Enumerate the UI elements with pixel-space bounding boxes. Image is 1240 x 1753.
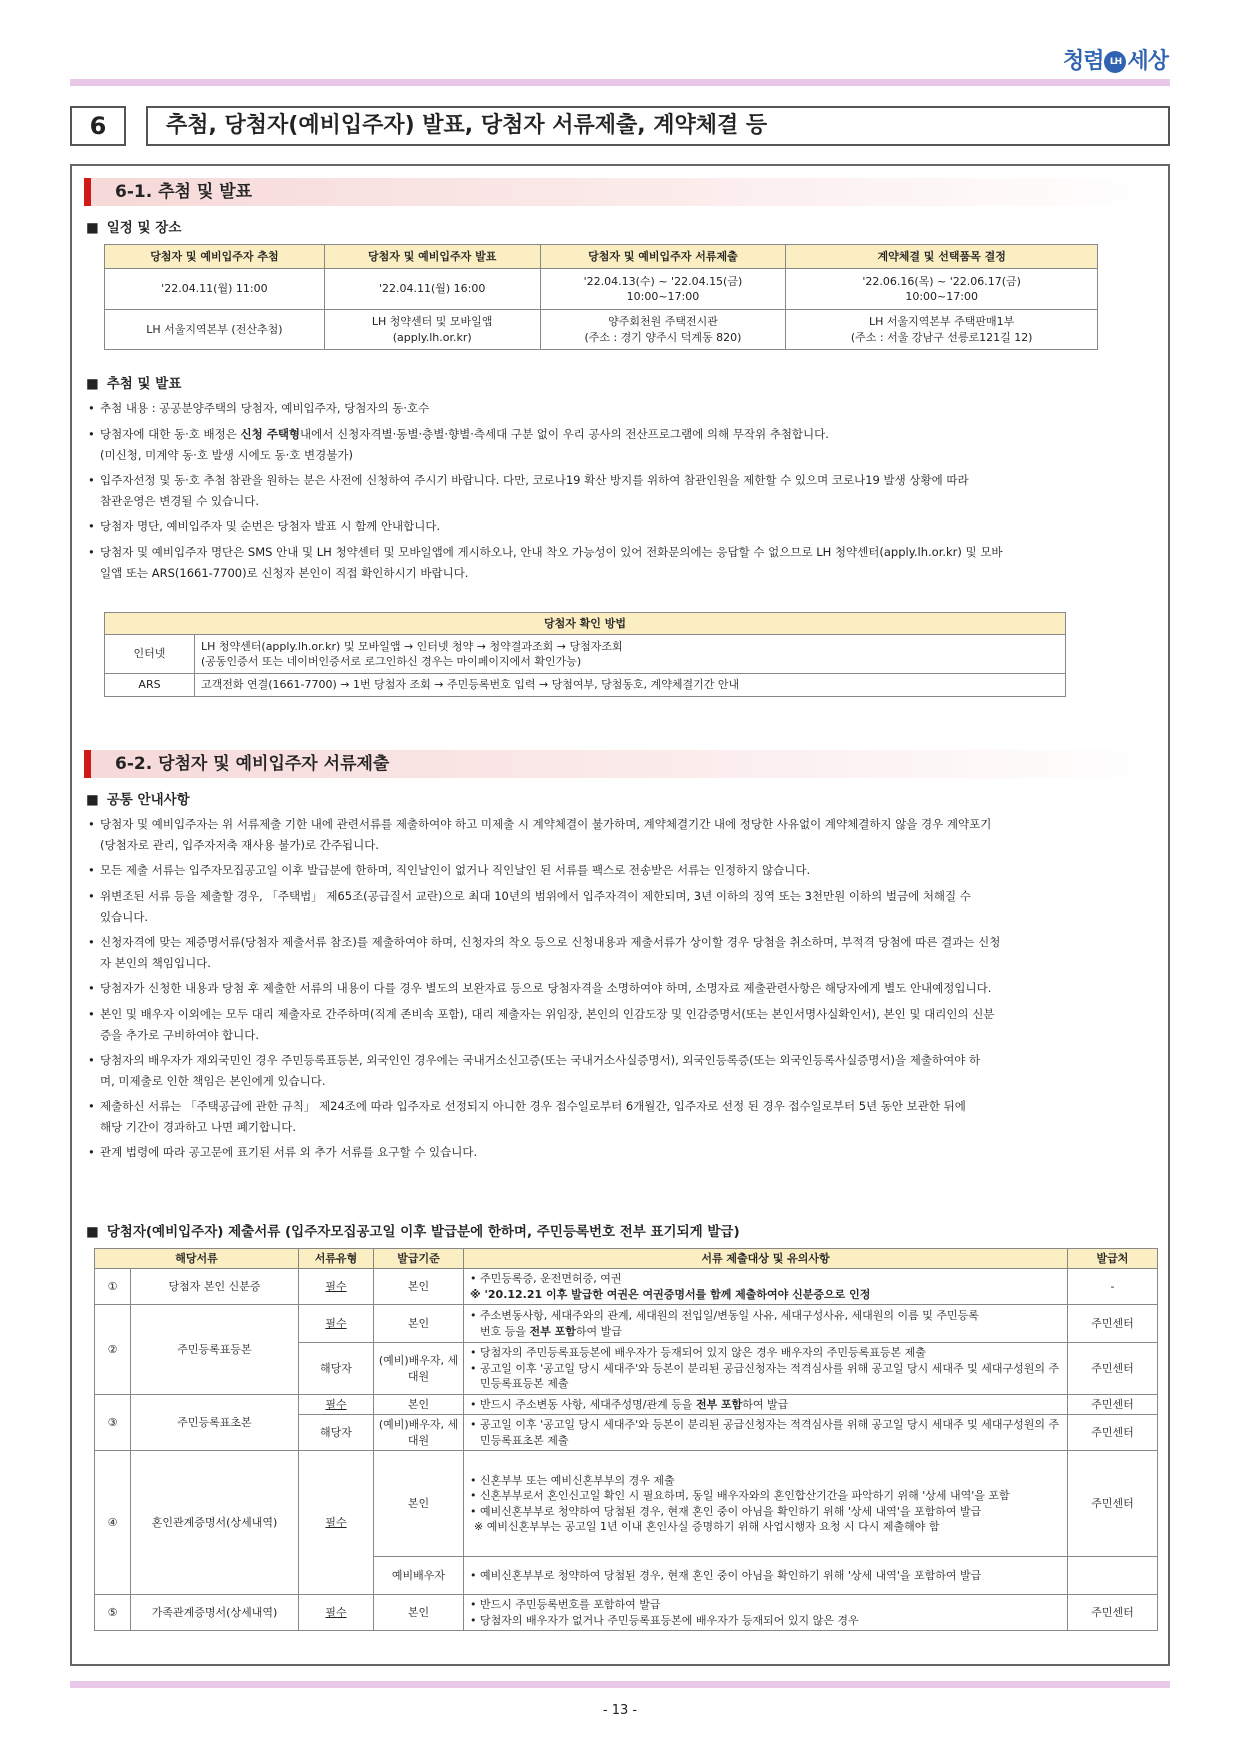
schedule-place: LH 청약센터 및 모바일앱 (apply.lh.or.kr) — [324, 310, 540, 350]
schedule-date: '22.04.11(월) 11:00 — [105, 269, 325, 310]
docs-header: 발급처 — [1068, 1249, 1158, 1269]
schedule-header: 당첨자 및 예비입주자 추첨 — [105, 245, 325, 269]
confirm-ars: 고객전화 연결(1661-7700) → 1번 당첨자 조회 → 주민등록번호 입력 → 당첨여부, 당첨동호, 계약체결기간 안내 — [195, 674, 1066, 697]
table-row: ④ 혼인관계증명서(상세내역) 필수 본인 • 신혼부부 또는 예비신혼부부의 경우 제출 • 신혼부부로서 혼인신고일 확인 시 필요하며, 동일 배우자와의 혼인합산기간을 파악하기 위해 '상세 내역'을 포함 • 예비신혼부부로 청약하여 당첨된 경우, 현재 혼인 중이 아님을 확인하기 위해 '상세 내역'을 포함하여 발급 ※ 예비신혼부부는 공고일 1년 이내 혼인사실 증명하기 위해 사업시행자 요청 시 다시 제출해야 함 주민센터 — [95, 1451, 1158, 1557]
bullet-item: • 입주자선정 및 동·호 추첨 참관을 원하는 분은 사전에 신청하여 주시기 바랍니다. 다만, 코로나19 확산 방지를 위하여 참관인원을 제한할 수 있으며 코로나19 발생 상황에 따라 참관운영은 변경될 수 있습니다. — [88, 473, 969, 508]
confirm-label-internet: 인터넷 — [105, 635, 195, 674]
page-number: - 13 - — [602, 1703, 638, 1718]
schedule-date: '22.06.16(목) ~ '22.06.17(금) 10:00~17:00 — [786, 269, 1098, 310]
bottom-pink-bar — [70, 1681, 1170, 1688]
heading-common: ■ 공통 안내사항 — [86, 788, 190, 808]
schedule-table — [104, 244, 1098, 350]
bullet-item: • 관계 법령에 따라 공고문에 표기된 서류 외 추가 서류를 요구할 수 있습니다. — [88, 1145, 478, 1159]
schedule-header: 당첨자 및 예비입주자 서류제출 — [540, 245, 786, 269]
docs-header: 서류 제출대상 및 유의사항 — [464, 1249, 1068, 1269]
schedule-date: '22.04.13(수) ~ '22.04.15(금) 10:00~17:00 — [540, 269, 786, 310]
table-row: ⑤ 가족관계증명서(상세내역) 필수 본인 • 반드시 주민등록번호를 포함하여 발급 • 당첨자의 배우자가 없거나 주민등록표등본에 배우자가 등재되어 있지 않은 경우 주민센터 — [95, 1595, 1158, 1631]
table-row: 해당자 (예비)배우자, 세대원 • 공고일 이후 '공고일 당시 세대주'와 등본이 분리된 공급신청자는 적격심사를 위해 공고일 당시 세대주 및 세대구성원의 주민등록표초본 제출 주민센터 — [95, 1415, 1158, 1451]
bullet-item: • 당첨자의 배우자가 재외국민인 경우 주민등록표등본, 외국인인 경우에는 국내거소신고증(또는 국내거소사실증명서), 외국인등록증(또는 외국인등록사실증명서)을 제출하여야 하 며, 미제출로 인한 책임은 본인에게 있습니다. — [88, 1053, 981, 1088]
schedule-header: 당첨자 및 예비입주자 발표 — [324, 245, 540, 269]
bullet-item: • 당첨자가 신청한 내용과 당첨 후 제출한 서류의 내용이 다를 경우 별도의 보완자료 등으로 당첨자격을 소명하여야 하며, 소명자료 제출관련사항은 해당자에게 별도 안내예정입니다. — [88, 981, 992, 995]
content-frame — [70, 164, 1170, 1666]
docs-header: 서류유형 — [299, 1249, 374, 1269]
docs-header: 해당서류 — [95, 1249, 299, 1269]
documents-table — [94, 1248, 1158, 1631]
confirm-label-ars: ARS — [105, 674, 195, 697]
table-row: 예비배우자 • 예비신혼부부로 청약하여 당첨된 경우, 현재 혼인 중이 아님을 확인하기 위해 '상세 내역'을 포함하여 발급 — [95, 1557, 1158, 1595]
table-row: ② 주민등록표등본 필수 본인 • 주소변동사항, 세대주와의 관계, 세대원의 전입일/변동일 사유, 세대구성사유, 세대원의 이름 및 주민등록 번호 등을 전부 포함하여 발급 주민센터 — [95, 1305, 1158, 1343]
top-pink-bar — [70, 79, 1170, 86]
bullet-item: • 제출하신 서류는 「주택공급에 관한 규칙」 제24조에 따라 입주자로 선정되지 아니한 경우 접수일로부터 6개월간, 입주자로 선정 된 경우 접수일로부터 5년 동안 보관한 뒤에 해당 기간이 경과하고 나면 폐기합니다. — [88, 1099, 966, 1134]
section-header — [70, 106, 1170, 146]
schedule-date: '22.04.11(월) 16:00 — [324, 269, 540, 310]
confirm-title: 당첨자 확인 방법 — [105, 613, 1066, 635]
bullet-item: • 위변조된 서류 등을 제출할 경우, 「주택법」 제65조(공급질서 교란)으로 최대 10년의 범위에서 입주자격이 제한되며, 3년 이하의 징역 또는 3천만원 이하의 벌금에 처해질 수 있습니다. — [88, 889, 971, 924]
bullet-item: • 모든 제출 서류는 입주자모집공고일 이후 발급분에 한하며, 직인날인이 없거나 직인날인 된 서류를 팩스로 전송받은 서류는 인정하지 않습니다. — [88, 863, 811, 877]
subsection-title-6-1: 6-1. 추첨 및 발표 — [84, 178, 1164, 206]
section-title: 추첨, 당첨자(예비입주자) 발표, 당첨자 서류제출, 계약체결 등 — [146, 106, 1170, 146]
bullet-item: • 당첨자 및 예비입주자는 위 서류제출 기한 내에 관련서류를 제출하여야 하고 미제출 시 계약체결이 불가하며, 계약체결기간 내에 정당한 사유없이 계약체결하지 않을 경우 계약포기 (당첨자로 관리, 입주자저축 재사용 불가)로 간주됩니다. — [88, 817, 992, 852]
heading-docs: ■ 당첨자(예비입주자) 제출서류 (입주자모집공고일 이후 발급분에 한하며, 주민등록번호 전부 표기되게 발급) — [86, 1220, 740, 1240]
table-row: ① 당첨자 본인 신분증 필수 본인 • 주민등록증, 운전면허증, 여권 ※ '20.12.21 이후 발급한 여권은 여권증명서를 함께 제출하여야 신분증으로 인정 - — [95, 1269, 1158, 1305]
bullet-item: • 당첨자에 대한 동·호 배정은 신청 주택형내에서 신청자격별·동별·층별·향별·측세대 구분 없이 우리 공사의 전산프로그램에 의해 무작위 추첨합니다. (미신청, 미계약 동·호 발생 시에도 동·호 변경불가) — [88, 427, 829, 462]
schedule-place: LH 서울지역본부 주택판매1부 (주소 : 서울 강남구 선릉로121길 12) — [786, 310, 1098, 350]
logo: 청렴 LH 세상 — [1062, 49, 1168, 74]
bullet-item: • 추첨 내용 : 공공분양주택의 당첨자, 예비입주자, 당첨자의 동·호수 — [88, 401, 430, 415]
schedule-place: LH 서울지역본부 (전산추첨) — [105, 310, 325, 350]
schedule-place: 양주회천원 주택전시관 (주소 : 경기 양주시 덕계동 820) — [540, 310, 786, 350]
confirm-method-table — [104, 612, 1066, 697]
bullet-item: • 당첨자 및 예비입주자 명단은 SMS 안내 및 LH 청약센터 및 모바일앱에 게시하오나, 안내 착오 가능성이 있어 전화문의에는 응답할 수 없으므로 LH 청약센터(apply.lh.or.kr) 및 모바 일앱 또는 ARS(1661-7700)로 신청자 본인이 직접 확인하시기 바랍니다. — [88, 545, 1003, 580]
heading-schedule: ■ 일정 및 장소 — [86, 216, 181, 236]
bullet-item: • 당첨자 명단, 예비입주자 및 순번은 당첨자 발표 시 함께 안내합니다. — [88, 519, 441, 533]
table-row: 해당자 (예비)배우자, 세대원 • 당첨자의 주민등록표등본에 배우자가 등재되어 있지 않은 경우 배우자의 주민등록표등본 제출 • 공고일 이후 '공고일 당시 세대주'와 등본이 분리된 공급신청자는 적격심사를 위해 공고일 당시 세대주 및 세대구성원의 주민등록표등본 제출 주민센터 — [95, 1343, 1158, 1395]
subsection-title-6-2: 6-2. 당첨자 및 예비입주자 서류제출 — [84, 750, 1164, 778]
confirm-internet: LH 청약센터(apply.lh.or.kr) 및 모바일앱 → 인터넷 청약 → 청약결과조회 → 당첨자조회 (공동인증서 또는 네이버인증서로 로그인하신 경우는 마이페이지에서 확인가능) — [195, 635, 1066, 674]
bullet-item: • 신청자격에 맞는 제증명서류(당첨자 제출서류 참조)를 제출하여야 하며, 신청자의 착오 등으로 신청내용과 제출서류가 상이할 경우 당첨을 취소하며, 부적격 당첨에 따른 결과는 신청 자 본인의 책임입니다. — [88, 935, 1001, 970]
logo-mark: LH — [1104, 51, 1126, 73]
bullet-item: • 본인 및 배우자 이외에는 모두 대리 제출자로 간주하며(직계 존비속 포함), 대리 제출자는 위임장, 본인의 인감도장 및 인감증명서(또는 본인서명사실확인서), 본인 및 대리인의 신분 증을 추가로 구비하여야 합니다. — [88, 1007, 995, 1042]
heading-draw: ■ 추첨 및 발표 — [86, 372, 181, 392]
section-number: 6 — [70, 106, 126, 146]
schedule-header: 계약체결 및 선택품목 결정 — [786, 245, 1098, 269]
docs-header: 발급기준 — [374, 1249, 464, 1269]
table-row: ③ 주민등록표초본 필수 본인 • 반드시 주소변동 사항, 세대주성명/관계 등을 전부 포함하여 발급 주민센터 — [95, 1395, 1158, 1415]
